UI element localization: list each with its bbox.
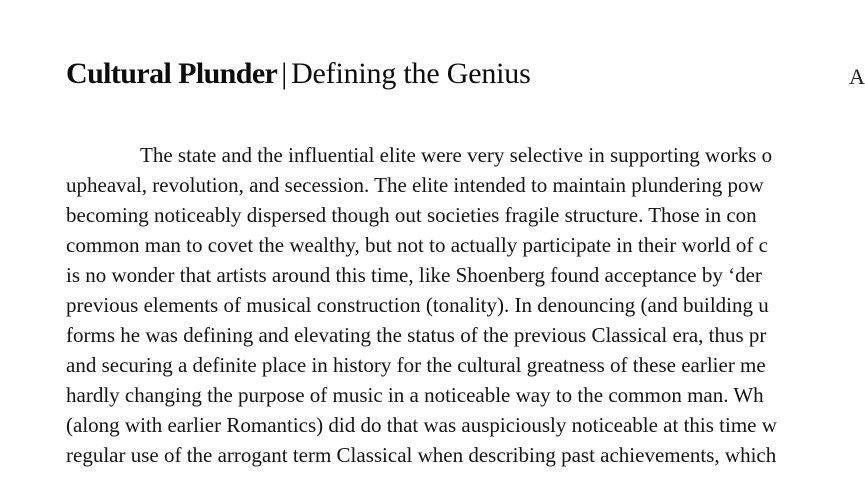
paragraph-line: hardly changing the purpose of music in a noticeable way to the common man. Wh bbox=[66, 383, 764, 407]
body-paragraph bbox=[66, 140, 855, 470]
title-main: Cultural Plunder bbox=[66, 57, 278, 90]
cropped-header-glyph: A bbox=[849, 64, 865, 89]
paragraph-line: forms he was defining and elevating the status of the previous Classical era, thus pr bbox=[66, 323, 767, 347]
paragraph-line: is no wonder that artists around this time, like Shoenberg found acceptance by ‘der bbox=[66, 263, 762, 287]
paragraph-line: previous elements of musical construction (tonality). In denouncing (and building u bbox=[66, 293, 769, 317]
page-title bbox=[66, 56, 531, 92]
paragraph-line: and securing a definite place in history for the cultural greatness of these earlier me bbox=[66, 353, 766, 377]
paragraph-line: becoming noticeably dispersed though out societies fragile structure. Those in con bbox=[66, 203, 757, 227]
title-subtitle: Defining the Genius bbox=[291, 57, 531, 90]
title-separator: | bbox=[281, 57, 288, 90]
paragraph-line: upheaval, revolution, and secession. The elite intended to maintain plundering pow bbox=[66, 173, 764, 197]
paragraph-line: The state and the influential elite were very selective in supporting works o bbox=[140, 143, 773, 167]
paragraph-line: common man to covet the wealthy, but not to actually participate in their world of c bbox=[66, 233, 768, 257]
paragraph-line: regular use of the arrogant term Classical when describing past achievements, which bbox=[66, 443, 777, 467]
paragraph-line: (along with earlier Romantics) did do that was auspiciously noticeable at this time w bbox=[66, 413, 777, 437]
